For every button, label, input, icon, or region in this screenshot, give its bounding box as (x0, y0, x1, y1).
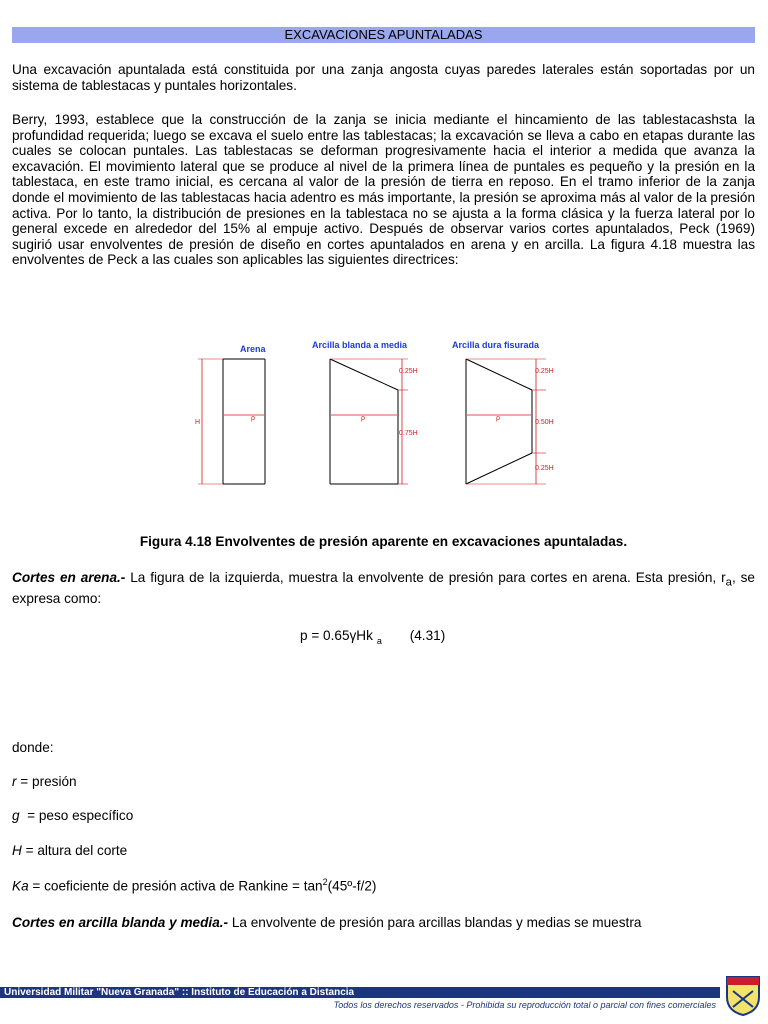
dim-050h-dura: 0.50H (535, 419, 554, 426)
arcilla-paragraph (12, 915, 641, 930)
donde-label: donde: (12, 740, 54, 755)
def-h-symbol: H (12, 843, 22, 858)
figure-svg (190, 335, 580, 495)
def-ka-sup: 2 (322, 877, 328, 887)
dim-rho-blanda: ρ (361, 415, 365, 422)
formula-4-31 (300, 628, 445, 646)
def-ka (12, 877, 376, 894)
formula-sub: a (376, 635, 382, 646)
formula-number: (4.31) (409, 628, 446, 643)
formula-main: p = 0.65γHk (300, 628, 373, 643)
arena-paragraph (12, 570, 755, 607)
def-r-text: = presión (16, 774, 77, 789)
arcilla-dura-envelope (466, 359, 554, 484)
def-g-symbol: g (12, 808, 20, 823)
label-arena: Arena (240, 344, 266, 354)
section-title-text: EXCAVACIONES APUNTALADAS (284, 27, 483, 42)
def-h (12, 843, 127, 858)
berry-paragraph: Berry, 1993, establece que la construcción de la zanja se inicia mediante el hincamiento de las tablestacashsta la profundidad requerida; luego se excava el suelo entre las tablestacas; la excavación se lleva a cabo en etapas durante las cuales se colocan puntales. Las tablestacas se deforman progresivamente hacia el interior a medida que avanza la excavación. El movimiento lateral que se produce al nivel de la primera línea de puntales es pequeño y la presión en la tablestaca, en este tramo inicial, es cercana al valor de la presión de tierra en reposo. En el tramo inferior de la zanja donde el movimiento de las tablestacas hacia adentro es más importante, la presión se aproxima más al valor de la presión activa. Por lo tanto, la distribución de presiones en la tablestaca no se ajusta a la forma clásica y la fuerza lateral por lo general excede en alrededor del 15% al empuje activo. Después de observar varios cortes apuntalados, Peck (1969) sugirió usar envolventes de presión de diseño en cortes apuntalados en arena y en arcilla. La figura 4.18 muestra las envolventes de Peck a las cuales son aplicables las siguientes directrices: (12, 112, 755, 268)
def-g-text: = peso específico (19, 808, 134, 823)
arena-envelope (195, 359, 265, 484)
def-r-symbol: r (12, 774, 17, 789)
label-arcilla-blanda: Arcilla blanda a media (312, 340, 408, 350)
dim-075h-blanda: 0.75H (399, 430, 418, 437)
section-title (12, 27, 755, 43)
def-h-text: = altura del corte (21, 843, 128, 858)
intro-paragraph: Una excavación apuntalada está constituida por una zanja angosta cuyas paredes laterales están soportadas por un sistema de tablestacas y puntales horizontales. (12, 62, 755, 93)
footer-copyright: Todos los derechos reservados - Prohibida su reproducción total o parcial con fines comerciales (333, 1000, 716, 1010)
arena-tail: , se expresa como: (12, 570, 755, 607)
def-ka-text: = coeficiente de presión activa de Rankine = tan (28, 878, 323, 894)
dim-rho-arena: ρ (251, 415, 255, 422)
footer-bar (0, 987, 720, 998)
arcilla-blanda-envelope (330, 359, 418, 484)
arena-sub: a (725, 576, 732, 589)
arcilla-text: La envolvente de presión para arcillas blandas y medias se muestra (228, 915, 642, 930)
figure-caption: Figura 4.18 Envolventes de presión aparente en excavaciones apuntaladas. (139, 534, 628, 549)
def-g (12, 808, 133, 823)
label-arcilla-dura: Arcilla dura fisurada (452, 340, 540, 350)
def-ka-tail: (45º-f/2) (327, 878, 377, 894)
arena-heading: Cortes en arena.- (12, 570, 126, 585)
dim-025h-dura-top: 0.25H (535, 368, 554, 375)
arena-text: La figura de la izquierda, muestra la envolvente de presión para cortes en arena. Esta presión, r (125, 570, 726, 585)
university-logo-icon (723, 973, 763, 1017)
dim-rho-dura: ρ (496, 415, 500, 422)
def-ka-symbol: Ka (12, 878, 29, 894)
dim-025h-dura-bottom: 0.25H (535, 465, 554, 472)
dim-025h-blanda: 0.25H (399, 368, 418, 375)
arcilla-heading: Cortes en arcilla blanda y media.- (12, 915, 229, 930)
pressure-envelope-figure (190, 335, 580, 495)
def-r (12, 774, 77, 789)
dim-h: H (195, 419, 201, 426)
footer-institution: Universidad Militar "Nueva Granada" :: Instituto de Educación a Distancia (4, 987, 355, 998)
